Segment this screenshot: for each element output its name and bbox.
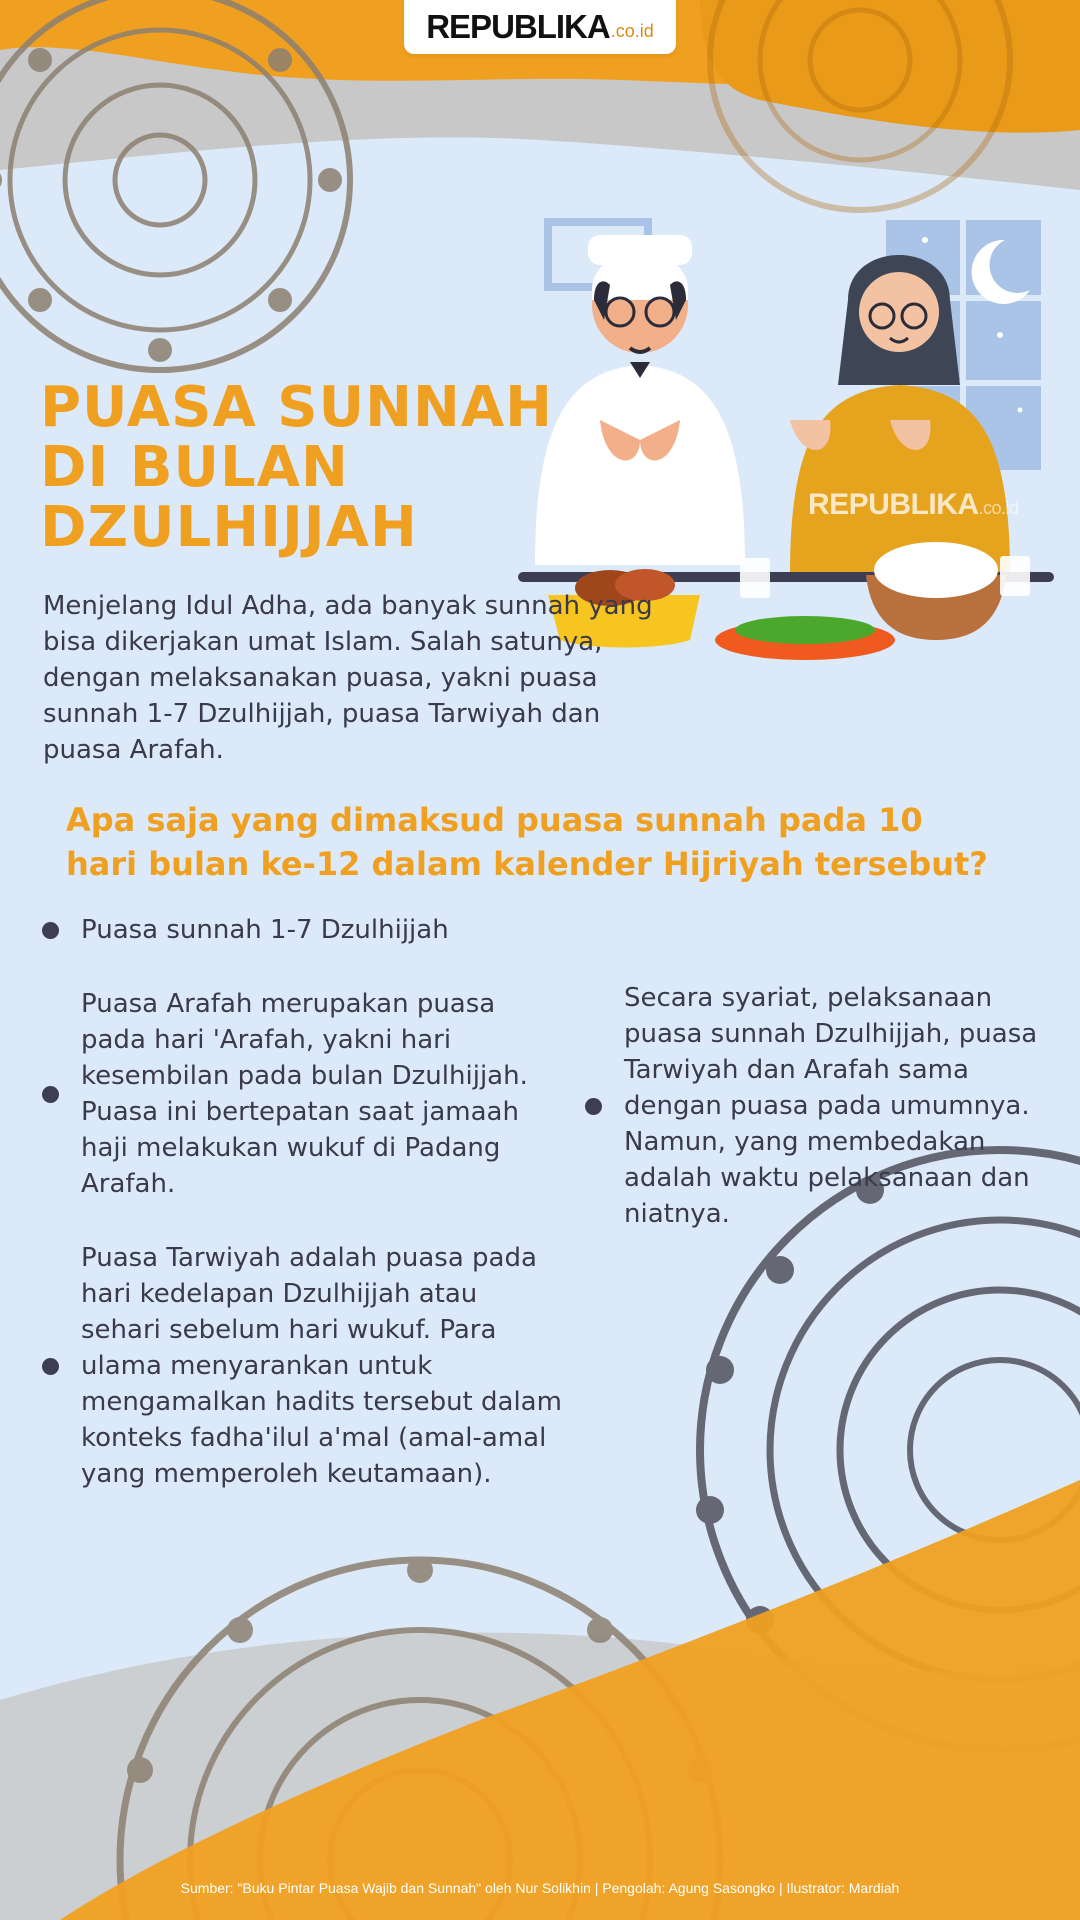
- list-item-text: Secara syariat, pelaksanaan puasa sunnah Dzulhijjah, puasa Tarwiyah dan Arafah sama dengan puasa pada umumnya. Namun, yang membedakan adalah waktu pelaksanaan dan niatnya.: [624, 983, 1038, 1229]
- list-item: [42, 1240, 562, 1492]
- question-heading: Apa saja yang dimaksud puasa sunnah pada 10 hari bulan ke-12 dalam kalender Hijriyah tersebut?: [66, 801, 988, 883]
- watermark-suffix: .co.id: [978, 498, 1019, 518]
- intro-paragraph: Menjelang Idul Adha, ada banyak sunnah yang bisa dikerjakan umat Islam. Salah satunya, dengan melaksanakan puasa, yakni puasa sunnah 1-7 Dzulhijjah, puasa Tarwiyah dan puasa Arafah.: [43, 591, 653, 765]
- list-item-text: Puasa sunnah 1-7 Dzulhijjah: [81, 915, 449, 945]
- brand-name: REPUBLIKA: [426, 8, 610, 45]
- title-line-3: DZULHIJJAH: [40, 495, 418, 560]
- bullet-dot: [42, 1358, 59, 1375]
- page-title: [40, 375, 560, 560]
- brand-suffix: .co.id: [610, 20, 654, 41]
- bullet-dot: [585, 1098, 602, 1115]
- list-item: [585, 980, 1045, 1232]
- brand-logo: [404, 0, 676, 54]
- list-item-text: Puasa Arafah merupakan puasa pada hari 'Arafah, yakni hari kesembilan pada bulan Dzulhijjah. Puasa ini bertepatan saat jamaah haji melakukan wukuf di Padang Arafah.: [81, 989, 528, 1199]
- rice-bowl-icon: [866, 542, 1006, 640]
- watermark: [808, 488, 1019, 522]
- watermark-name: REPUBLIKA: [808, 488, 979, 521]
- bullet-dot: [42, 1086, 59, 1103]
- source-credit: Sumber: "Buku Pintar Puasa Wajib dan Sunnah" oleh Nur Solikhin | Pengolah: Agung Sasongko | Ilustrator: Mardiah: [180, 1880, 900, 1896]
- title-line-2: DI BULAN: [40, 435, 349, 500]
- list-item: [42, 986, 562, 1202]
- title-line-1: PUASA SUNNAH: [40, 375, 554, 440]
- bullet-dot: [42, 922, 59, 939]
- list-item-text: Puasa Tarwiyah adalah puasa pada hari kedelapan Dzulhijjah atau sehari sebelum hari wukuf. Para ulama menyarankan untuk mengamalkan hadits tersebut dalam konteks fadha'ilul a'mal (amal-amal yang memperoleh keutamaan).: [81, 1243, 562, 1489]
- vegetable-plate-icon: [715, 616, 895, 660]
- list-item: [42, 912, 562, 948]
